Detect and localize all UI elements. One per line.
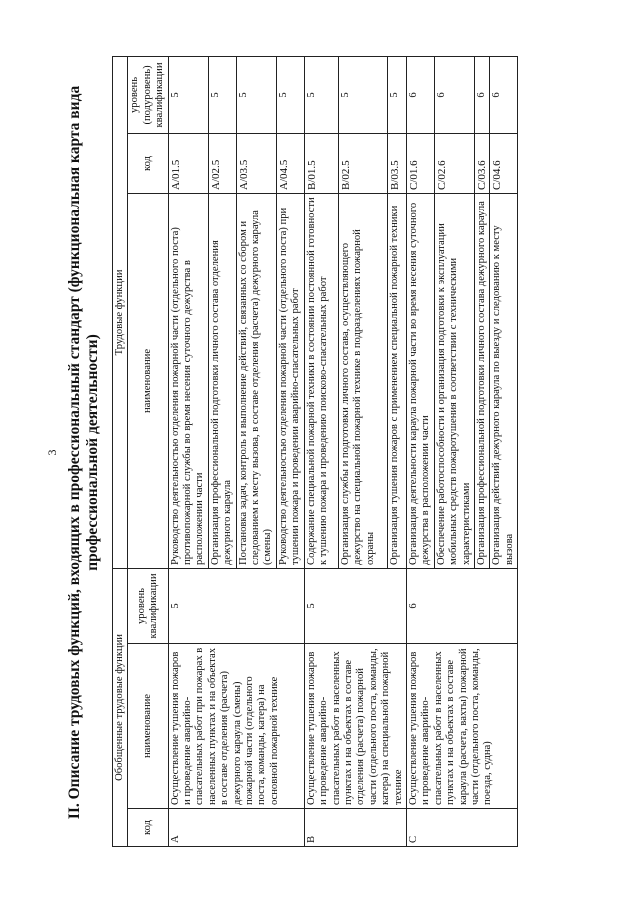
table-row [304,56,338,846]
function-name-cell: Постановка задач, контроль и выполнение действий, связанных со сбором и следованием к месту вызова, в составе отделения (расчета) дежурного караула (смены) [236,193,276,568]
function-code-cell: C/03.6 [474,133,489,193]
function-level-cell: 5 [388,56,407,133]
group-level-cell: 5 [304,568,406,643]
function-code-cell: A/02.5 [208,133,236,193]
table-row [168,56,208,846]
functional-map-table [112,56,518,847]
header-function-code: код [128,133,168,193]
group-level-cell: 6 [406,568,517,643]
group-code-cell: C [406,809,517,847]
function-code-cell: B/01.5 [304,133,338,193]
function-name-cell: Руководство деятельностью отделения пожарной части (отдельного поста) при тушении пожара и проведении аварийно-спасательных работ [276,193,304,568]
function-code-cell: A/04.5 [276,133,304,193]
function-code-cell: C/04.6 [490,133,518,193]
function-name-cell: Руководство деятельностью отделения пожарной части (отдельного поста) противопожарной службы во время несения суточного дежурства в расположении части [168,193,208,568]
header-row-2 [128,56,168,846]
group-level-cell: 5 [168,568,304,643]
function-name-cell: Организация действий дежурного караула по выезду и следованию к месту вызова [490,193,518,568]
header-function-name: наименование [128,193,168,568]
header-sublevel: уровень (подуровень) квалификации [128,56,168,133]
function-code-cell: A/03.5 [236,133,276,193]
function-level-cell: 6 [490,56,518,133]
page-number: 3 [45,449,59,456]
header-name: наименование [128,644,168,809]
group-name-cell: Осуществление тушения пожаров и проведение аварийно-спасательных работ в населенных пунктах и на объектах в составе караула (расчета, вахты) пожарной части (отдельного поста, команды, поезда, судна) [406,644,517,809]
function-code-cell: B/02.5 [338,133,387,193]
group-code-cell: B [304,809,406,847]
function-level-cell: 5 [236,56,276,133]
table-row [406,56,434,846]
function-code-cell: C/02.6 [434,133,474,193]
section-heading [66,60,102,845]
header-level: уровень квалификации [128,568,168,643]
function-level-cell: 6 [434,56,474,133]
function-level-cell: 6 [406,56,434,133]
function-level-cell: 5 [168,56,208,133]
header-labor-functions: Трудовые функции [113,56,128,568]
heading-line-2: профессиональной деятельности) [84,334,101,571]
function-code-cell: C/01.6 [406,133,434,193]
function-level-cell: 5 [276,56,304,133]
group-name-cell: Осуществление тушения пожаров и проведение аварийно-спасательных работ в населенных пунктах и на объектах в составе отделения (расчета) пожарной части (отдельного поста, команды, катера) на специальной пожарной технике [304,644,406,809]
function-name-cell: Организация профессиональной подготовки личного состава дежурного караула [474,193,489,568]
function-name-cell: Организация службы и подготовки личного состава, осуществляющего дежурство на специальной пожарной технике в подразделениях пожарной охраны [338,193,387,568]
function-name-cell: Обеспечение работоспособности и организация подготовки к эксплуатации мобильных средств пожаротушения в соответствии с техническими характеристиками [434,193,474,568]
header-generalized-functions: Обобщенные трудовые функции [113,568,128,846]
heading-line-1: II. Описание трудовых функций, входящих в профессиональный стандарт (функциональная карта вида [66,85,83,820]
function-name-cell: Организация профессиональной подготовки личного состава отделения дежурного караула [208,193,236,568]
function-name-cell: Организация деятельности караула пожарной части во время несения суточного дежурства в расположении части [406,193,434,568]
function-level-cell: 5 [208,56,236,133]
function-code-cell: B/03.5 [388,133,407,193]
function-level-cell: 6 [474,56,489,133]
function-code-cell: A/01.5 [168,133,208,193]
function-name-cell: Организация тушения пожаров с применением специальной пожарной техники [388,193,407,568]
header-row-1 [113,56,128,846]
header-code: код [128,809,168,847]
function-level-cell: 5 [304,56,338,133]
function-level-cell: 5 [338,56,387,133]
group-name-cell: Осуществление тушения пожаров и проведение аварийно-спасательных работ при пожарах в населенных пунктах и на объектах в составе отделения (расчета) дежурного караула (смены) пожарной части (отдельного поста, команды, катера) на основной пожарной технике [168,644,304,809]
function-name-cell: Содержание специальной пожарной техники в состоянии постоянной готовности к тушению пожара и проведению поисково-спасательных работ [304,193,338,568]
group-code-cell: A [168,809,304,847]
